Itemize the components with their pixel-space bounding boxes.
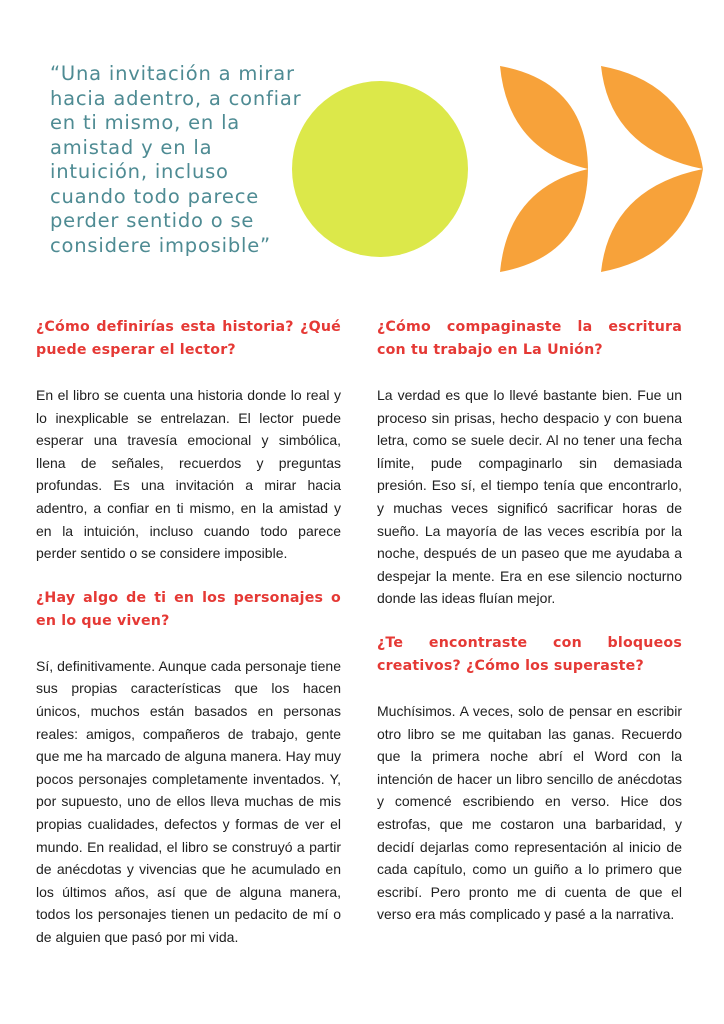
- answer-paragraph: En el libro se cuenta una historia donde lo real y lo inexplicable se entrelazan. El lector puede esperar una travesía emocional y simbólica, llena de señales, recuerdos y preguntas profundas. Es una invitación a mirar hacia adentro, a confiar en ti mismo, en la amistad y en la intuición, incluso cuando todo parece perder sentido o se considere imposible.: [36, 387, 341, 562]
- question-heading: ¿Cómo definirías esta historia? ¿Qué puede esperar el lector?: [36, 319, 341, 358]
- petal-shape: [601, 66, 703, 169]
- petal-shape: [601, 169, 703, 272]
- pull-quote: “Una invitación a mirar hacia adentro, a confiar en ti mismo, en la amistad y en la intuición, incluso cuando todo parece perder sentido o se considere imposible”: [50, 62, 302, 257]
- right-column: [377, 316, 682, 948]
- petal-shape: [500, 66, 588, 169]
- answer-paragraph: Muchísimos. A veces, solo de pensar en escribir otro libro se me quitaban las ganas. Recuerdo que la primera noche abrí el Word con la intención de hacer un libro sencillo de anécdotas y comencé escribiendo en verso. Hice dos estrofas, que me costaron una barbaridad, y decidí dejarlas como representación al inicio de cada capítulo, como un guiño a lo primero que escribí. Pero pronto me di cuenta de que el verso era más complicado y pasé a la narrativa.: [377, 702, 682, 923]
- question-heading: ¿Hay algo de ti en los personajes o en lo que viven?: [36, 589, 341, 629]
- circle-shape: [292, 81, 468, 257]
- answer-paragraph: Sí, definitivamente. Aunque cada personaje tiene sus propias características que los hacen únicos, muchos están basados en personas reales: amigos, compañeros de trabajo, gente que me ha marcado de alguna manera. Hay muy pocos personajes completamente inventados. Y, por supuesto, uno de ellos lleva muchas de mis propias cualidades, defectos y formas de ver el mundo. En realidad, el libro se construyó a partir de anécdotas y vivencias que he acumulado en los últimos años, así que de alguna manera, todos los personajes tienen un pedacito de mí o de alguien que pasó por mi vida.: [36, 657, 341, 945]
- question-heading: ¿Te encontraste con bloqueos creativos? ¿Cómo los superaste?: [377, 634, 682, 674]
- decorative-shapes: [292, 58, 712, 280]
- petal-shape: [500, 169, 588, 272]
- left-column: [36, 316, 341, 970]
- question-heading: ¿Cómo compaginaste la escritura con tu trabajo en La Unión?: [377, 319, 682, 358]
- answer-paragraph: La verdad es que lo llevé bastante bien. Fue un proceso sin prisas, hecho despacio y con buena letra, como se suele decir. Al no tener una fecha límite, pude compaginarlo sin demasiada presión. Eso sí, el tiempo tenía que encontrarlo, y muchas veces significó sacrificar horas de sueño. La mayoría de las veces escribía por la noche, después de un paseo que me ayudaba a despejar la mente. Era en ese silencio nocturno donde las ideas fluían mejor.: [377, 387, 682, 607]
